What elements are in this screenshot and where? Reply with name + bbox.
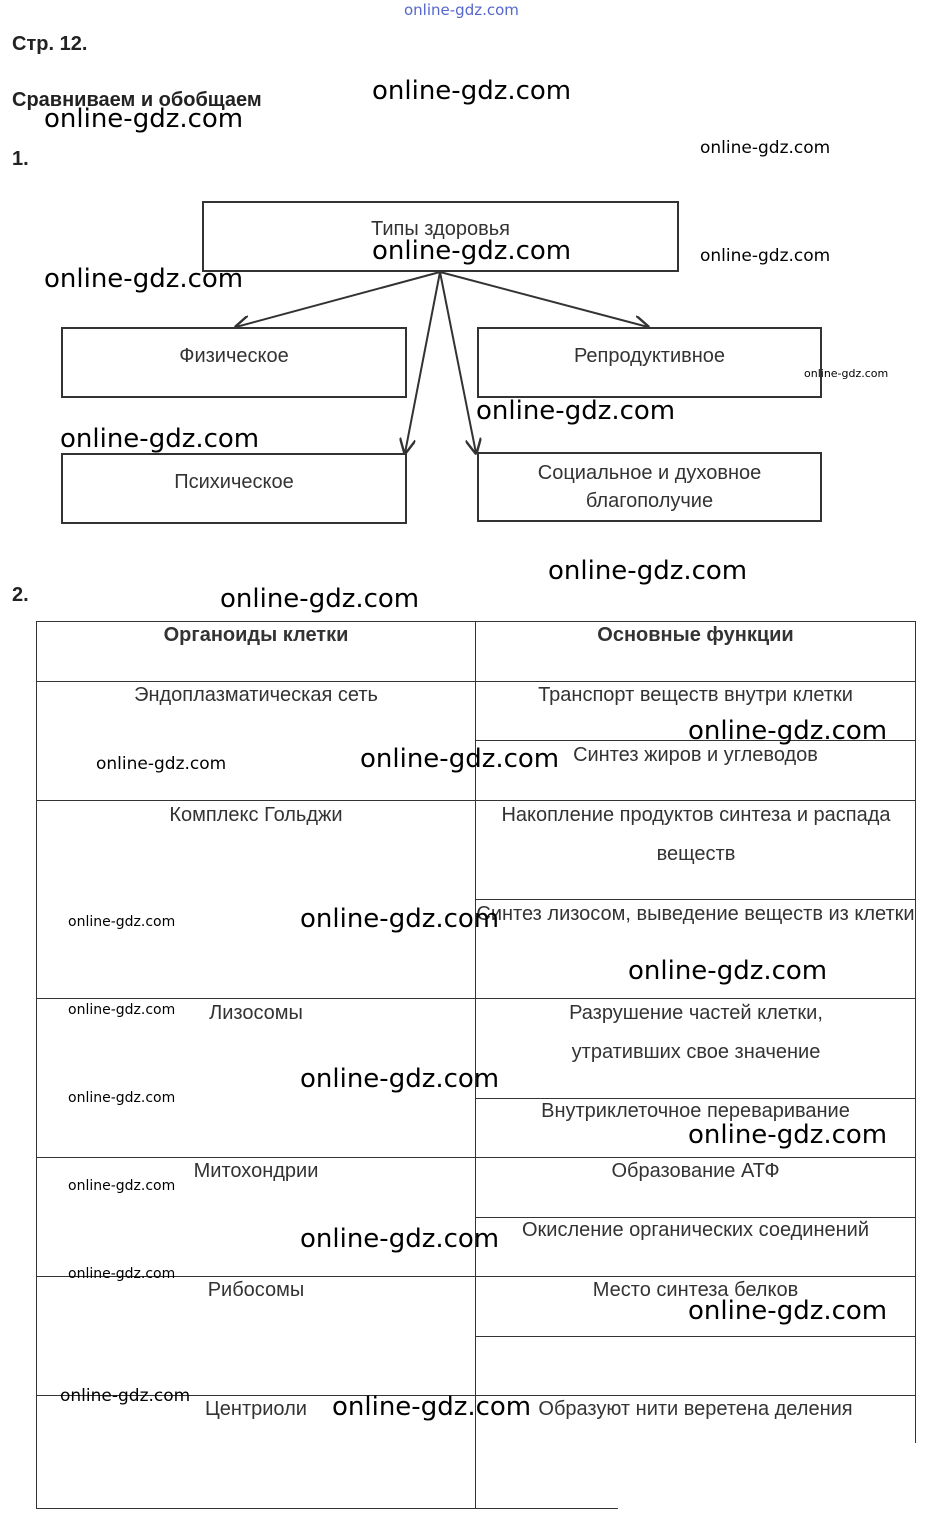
table-subline	[475, 1336, 916, 1337]
table-border-right	[915, 621, 916, 1443]
watermark: online-gdz.com	[804, 367, 889, 380]
watermark: online-gdz.com	[688, 1296, 888, 1326]
watermark: online-gdz.com	[300, 1064, 500, 1094]
table-cell-function: Транспорт веществ внутри клетки	[538, 684, 853, 706]
watermark: online-gdz.com	[60, 1386, 191, 1406]
table-header-organoids: Органоиды клетки	[163, 624, 349, 646]
table-cell-function: Синтез лизосом, выведение веществ из клетки	[476, 903, 915, 925]
diagram-reproductive-label: Репродуктивное	[573, 345, 726, 367]
table-cell-organoid: Эндоплазматическая сеть	[134, 684, 378, 706]
section-title: Сравниваем и обобщаем	[12, 89, 262, 111]
page-label: Стр. 12.	[12, 33, 88, 55]
task-2-number: 2.	[12, 584, 29, 606]
table-cell-function: Синтез жиров и углеводов	[573, 744, 818, 766]
watermark: online-gdz.com	[68, 1090, 176, 1106]
watermark: online-gdz.com	[700, 138, 831, 158]
table-line	[36, 1508, 618, 1509]
watermark: online-gdz.com	[68, 1266, 176, 1282]
table-cell-function: Образование АТФ	[611, 1160, 780, 1182]
watermark: online-gdz.com	[332, 1392, 532, 1422]
diagram-physical-label: Физическое	[179, 345, 289, 367]
diagram-social-label: Социальное и духовное благополучие	[537, 462, 762, 512]
watermark: online-gdz.com	[476, 396, 676, 426]
watermark: online-gdz.com	[372, 236, 572, 266]
watermark: online-gdz.com	[68, 914, 176, 930]
table-cell-organoid: Митохондрии	[193, 1160, 319, 1182]
watermark: online-gdz.com	[60, 424, 260, 454]
watermark: online-gdz.com	[96, 754, 227, 774]
task-1-number: 1.	[12, 148, 29, 170]
table-cell-function: Накопление продуктов синтеза и распада веществ	[501, 804, 891, 865]
watermark: online-gdz.com	[44, 104, 244, 134]
table-cell-organoid: Центриоли	[205, 1398, 307, 1420]
arrow-to-physical	[236, 272, 440, 327]
watermark: online-gdz.com	[44, 264, 244, 294]
watermark: online-gdz.com	[300, 1224, 500, 1254]
table-cell-function: Окисление органических соединений	[521, 1219, 870, 1241]
watermark: online-gdz.com	[68, 1178, 176, 1194]
watermark: online-gdz.com	[688, 1120, 888, 1150]
diagram-physical-box	[61, 327, 407, 398]
watermark: online-gdz.com	[68, 1002, 176, 1018]
watermark: online-gdz.com	[360, 744, 560, 774]
table-cell-function: Место синтеза белков	[592, 1279, 799, 1301]
arrow-to-mental	[405, 272, 440, 453]
table-border-left	[36, 621, 37, 1509]
watermark: online-gdz.com	[700, 246, 831, 266]
watermark: online-gdz.com	[548, 556, 748, 586]
diagram-root-label: Типы здоровья	[371, 218, 510, 240]
diagram-reproductive-box	[477, 327, 822, 398]
table-cell-organoid: Комплекс Гольджи	[169, 804, 343, 826]
table-header-functions: Основные функции	[597, 624, 794, 646]
table-cell-function: Внутриклеточное переваривание	[541, 1100, 850, 1122]
watermark: online-gdz.com	[300, 904, 500, 934]
table-cell-organoid: Рибосомы	[207, 1279, 305, 1301]
watermark: online-gdz.com	[628, 956, 828, 986]
watermark: online-gdz.com	[220, 584, 420, 614]
table-cell-function: Образуют нити веретена деления	[538, 1398, 853, 1420]
arrow-to-reproductive	[440, 272, 648, 327]
table-cell-function: Разрушение частей клетки, утративших свое значение	[569, 1002, 823, 1063]
watermark: online-gdz.com	[372, 76, 572, 106]
diagram-mental-box	[61, 453, 407, 524]
table-cell-organoid: Лизосомы	[209, 1002, 303, 1024]
watermark: online-gdz.com	[688, 716, 888, 746]
arrow-to-social	[440, 272, 476, 453]
diagram-social-box	[477, 452, 822, 522]
watermark-top: online-gdz.com	[404, 1, 519, 19]
diagram-mental-label: Психическое	[174, 471, 294, 493]
